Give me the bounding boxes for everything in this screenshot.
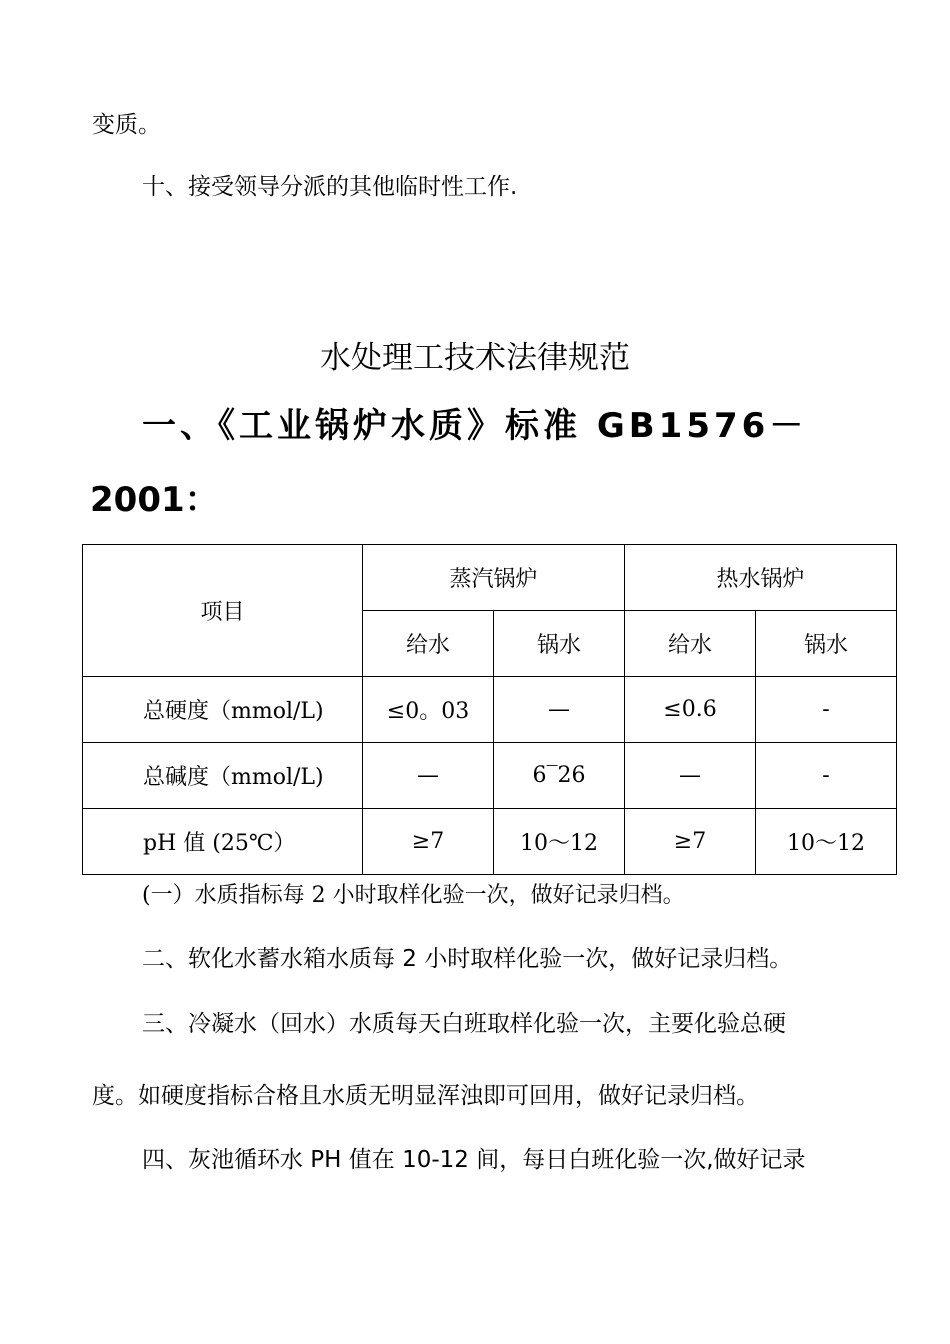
row-label: pH 值 (25℃） [83, 809, 363, 875]
cell-hot-boiler: - [756, 677, 897, 743]
table-row [83, 743, 897, 809]
cell-steam-feed: ≥7 [363, 809, 494, 875]
cell-steam-boiler: 6‾26 [494, 743, 625, 809]
table-row [83, 809, 897, 875]
header-item: 项目 [83, 545, 363, 677]
paragraph-item-four: 四、灰池循环水 PH 值在 10-12 间，每日白班化验一次,做好记录 [142, 1147, 806, 1173]
paragraph-item-three-continued: 度。如硬度指标合格且水质无明显浑浊即可回用，做好记录归档。 [92, 1083, 759, 1109]
subheader-steam-feed: 给水 [363, 611, 494, 677]
cell-hot-feed: ≤0.6 [625, 677, 756, 743]
section-heading-continued: 2001： [90, 480, 219, 520]
cell-steam-boiler: 10～12 [494, 809, 625, 875]
paragraph-item-three: 三、冷凝水（回水）水质每天白班取样化验一次，主要化验总硬 [142, 1011, 786, 1037]
header-hot-water-boiler: 热水锅炉 [625, 545, 897, 611]
paragraph-item-ten: 十、接受领导分派的其他临时性工作. [142, 174, 518, 200]
paragraph-fragment: 变质。 [92, 112, 161, 138]
subheader-hot-boiler-water: 锅水 [756, 611, 897, 677]
paragraph-item-two: 二、软化水蓄水箱水质每 2 小时取样化验一次，做好记录归档。 [142, 946, 793, 972]
header-steam-boiler: 蒸汽锅炉 [363, 545, 625, 611]
cell-hot-boiler: 10～12 [756, 809, 897, 875]
cell-steam-boiler: — [494, 677, 625, 743]
table-header-row [83, 545, 897, 611]
subheader-hot-feed: 给水 [625, 611, 756, 677]
cell-steam-feed: ≤0。03 [363, 677, 494, 743]
row-label: 总硬度（mmol/L) [83, 677, 363, 743]
cell-hot-feed: ≥7 [625, 809, 756, 875]
table-note: (一）水质指标每 2 小时取样化验一次，做好记录归档。 [142, 883, 685, 908]
subheader-steam-boiler-water: 锅水 [494, 611, 625, 677]
cell-hot-boiler: - [756, 743, 897, 809]
section-heading: 一、《工业锅炉水质》标准 GB1576－ [142, 406, 808, 446]
document-title: 水处理工技术法律规范 [320, 340, 630, 376]
water-quality-table [82, 544, 897, 875]
table-row [83, 677, 897, 743]
row-label: 总碱度（mmol/L) [83, 743, 363, 809]
cell-steam-feed: — [363, 743, 494, 809]
cell-hot-feed: — [625, 743, 756, 809]
